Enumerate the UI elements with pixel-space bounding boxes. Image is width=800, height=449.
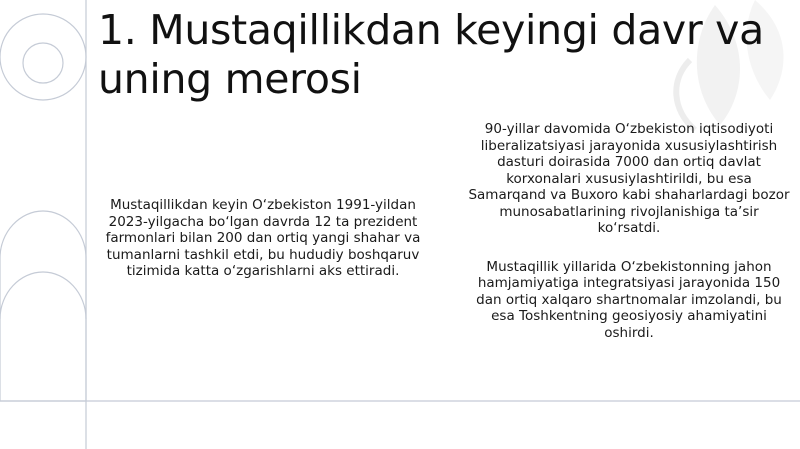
right-column [466, 121, 792, 363]
outer-circle-ornament [0, 14, 86, 100]
arch-ornament-upper [0, 211, 86, 401]
arch-ornament-lower [0, 272, 86, 319]
right-paragraph-integration: Mustaqillik yillarida O‘zbekistonning jahon hamjamiyatiga integratsiyasi jarayonida 150 dan ortiq xalqaro shartnomalar imzolandi, bu esa Toshkentning geosiyosiy ahamiyatini oshirdi. [476, 258, 782, 341]
left-paragraph: Mustaqillikdan keyin O‘zbekiston 1991-yildan 2023-yilgacha bo‘lgan davrda 12 ta prezident farmonlari bilan 200 dan ortiq yangi shahar va tumanlarni tashkil etdi, bu hududiy boshqaruv tizimida katta o‘zgarishlarni aks ettiradi. [105, 197, 421, 279]
slide-title: 1. Mustaqillikdan keyingi davr va uning merosi [98, 6, 764, 103]
inner-circle-ornament [23, 43, 63, 83]
right-paragraph-privatization: 90-yillar davomida O‘zbekiston iqtisodiyoti liberalizatsiyasi jarayonida xususiylashtirish dasturi doirasida 7000 dan ortiq davlat korxonalari xususiylashtirildi, bu esa Samarqand va Buxoro kabi shaharlardagi bozor munosabatlarining rivojlanishiga ta’sir ko‘rsatdi. [468, 121, 790, 236]
